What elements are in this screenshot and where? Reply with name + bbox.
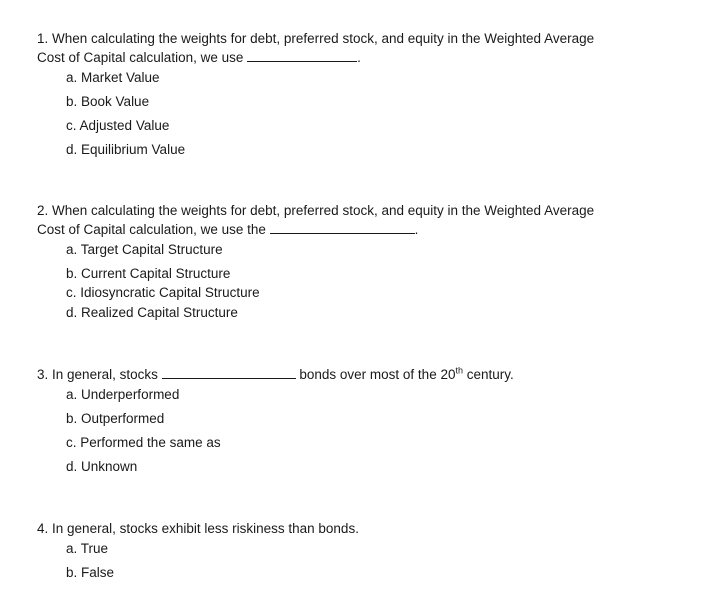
question-text-after: bonds over most of the 20: [299, 367, 456, 382]
question-1: [37, 29, 677, 157]
superscript: th: [455, 365, 463, 376]
option-letter: b.: [66, 411, 78, 426]
option-d: [66, 142, 185, 157]
answer-blank: [162, 366, 296, 379]
option-a: [66, 387, 179, 402]
question-2: [37, 201, 677, 320]
option-b: [66, 411, 164, 426]
option-letter: d.: [66, 459, 78, 474]
option-b: [66, 94, 149, 109]
option-letter: b.: [66, 94, 78, 109]
option-letter: b.: [66, 565, 78, 580]
option-text: Outperformed: [81, 411, 165, 426]
option-text: False: [81, 565, 115, 580]
option-b: [66, 565, 114, 580]
question-text-line1: When calculating the weights for debt, preferred stock, and equity in the Weighted Average: [52, 203, 595, 218]
question-3: [37, 365, 677, 474]
question-stem: [37, 201, 677, 239]
question-text-line1: When calculating the weights for debt, preferred stock, and equity in the Weighted Average: [52, 31, 595, 46]
question-text-before: In general, stocks: [52, 367, 158, 382]
option-text: Unknown: [81, 459, 138, 474]
option-c: [66, 118, 169, 133]
option-letter: c.: [66, 118, 77, 133]
question-stem: [37, 519, 677, 538]
question-stem: [37, 365, 677, 384]
question-period: .: [414, 222, 419, 237]
option-a: [66, 242, 223, 257]
answer-blank: [247, 49, 357, 62]
option-text: Book Value: [81, 94, 150, 109]
question-4: [37, 519, 677, 580]
option-c: [66, 285, 260, 300]
option-letter: c.: [66, 285, 77, 300]
option-text: Target Capital Structure: [80, 242, 223, 257]
option-a: [66, 541, 108, 556]
option-text: Market Value: [81, 70, 160, 85]
question-number: 1.: [37, 31, 49, 46]
option-text: Equilibrium Value: [81, 142, 186, 157]
question-number: 3.: [37, 367, 49, 382]
option-text: Adjusted Value: [79, 118, 170, 133]
question-text-end: century.: [462, 367, 514, 382]
option-text: Idiosyncratic Capital Structure: [80, 285, 260, 300]
answer-blank: [270, 221, 415, 234]
option-letter: a.: [66, 70, 78, 85]
option-letter: d.: [66, 305, 78, 320]
option-letter: d.: [66, 142, 78, 157]
option-d: [66, 459, 137, 474]
question-number: 4.: [37, 521, 49, 536]
option-d: [66, 305, 238, 320]
question-text-line2: Cost of Capital calculation, we use the: [37, 222, 266, 237]
question-number: 2.: [37, 203, 49, 218]
question-stem: [37, 29, 677, 67]
question-text-line2: Cost of Capital calculation, we use: [37, 50, 244, 65]
option-text: Realized Capital Structure: [81, 305, 238, 320]
option-letter: a.: [66, 387, 78, 402]
option-letter: b.: [66, 266, 78, 281]
question-period: .: [357, 50, 361, 65]
option-a: [66, 70, 160, 85]
option-b: [66, 266, 230, 281]
option-letter: c.: [66, 435, 77, 450]
question-text: In general, stocks exhibit less riskiness than bonds.: [52, 521, 359, 536]
option-text: Underperformed: [81, 387, 180, 402]
option-text: True: [80, 541, 109, 556]
option-text: Performed the same as: [80, 435, 221, 450]
option-text: Current Capital Structure: [81, 266, 231, 281]
option-letter: a.: [66, 541, 78, 556]
option-c: [66, 435, 221, 450]
option-letter: a.: [66, 242, 78, 257]
